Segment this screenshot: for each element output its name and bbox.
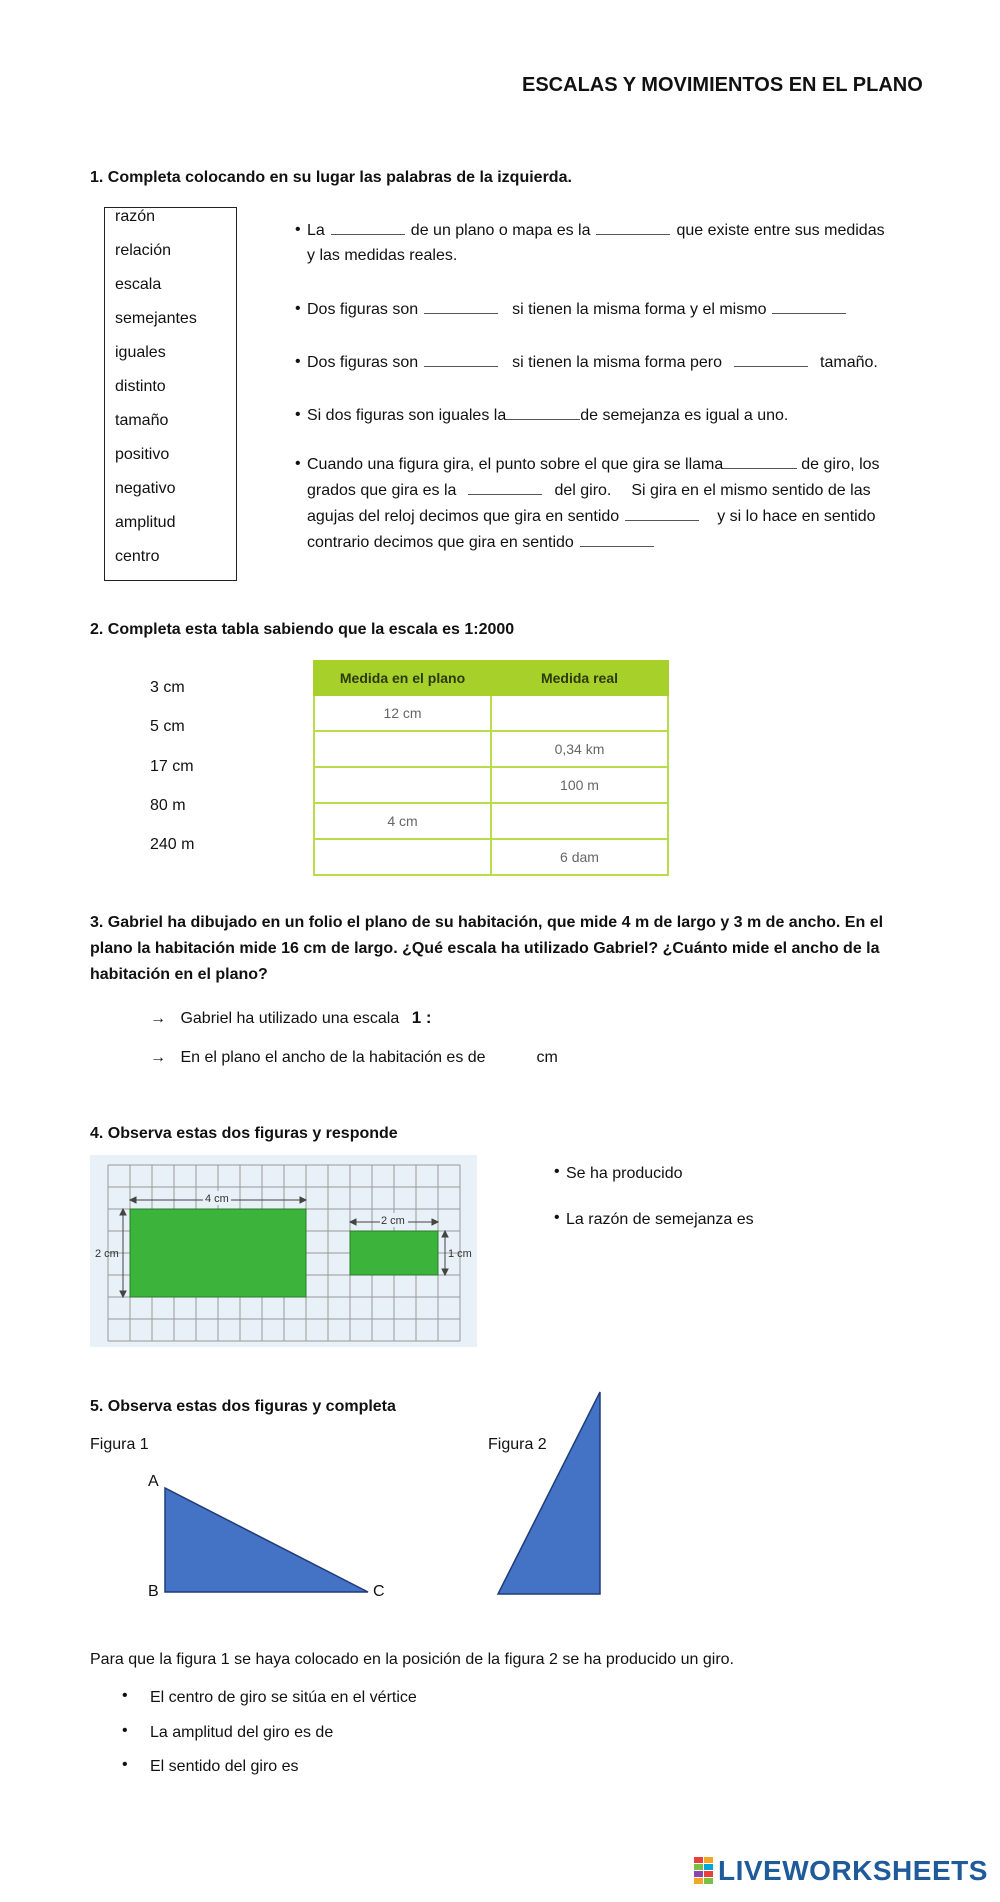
- figure-1-label: Figura 1: [90, 1436, 149, 1453]
- arrow-right-icon: →: [150, 1049, 166, 1066]
- word-item[interactable]: positivo: [115, 446, 170, 463]
- blank-field[interactable]: [596, 220, 670, 235]
- q5-bullet-2: [122, 1721, 398, 1743]
- q5-bullet-3: [122, 1755, 383, 1777]
- sentence-5-line2: [307, 480, 871, 501]
- figures-image: [90, 1155, 477, 1347]
- blank-field[interactable]: [424, 299, 498, 314]
- sentence-2: [307, 299, 852, 320]
- q3-line3: habitación en el plano?: [90, 966, 268, 983]
- q1-heading: 1. Completa colocando en su lugar las palabras de la izquierda.: [90, 169, 572, 186]
- big-rectangle: [130, 1209, 306, 1297]
- s5-text: del giro.: [554, 482, 612, 499]
- q5-b1-text: El centro de giro se sitúa en el vértice: [150, 1689, 417, 1706]
- table-row: [314, 767, 668, 803]
- sentence-4: [307, 405, 788, 426]
- bullet-icon: •: [122, 1756, 128, 1773]
- q4-b2-text: La razón de semejanza es: [566, 1211, 754, 1228]
- unit-cm: cm: [536, 1049, 558, 1066]
- word-item[interactable]: centro: [115, 548, 160, 565]
- q5-bullet-1: [122, 1686, 461, 1708]
- scale-answer-field[interactable]: [436, 1007, 496, 1023]
- table-row: [314, 839, 668, 875]
- word-bank: [104, 207, 237, 581]
- sentence-1: [307, 220, 885, 241]
- q3-a1-text: Gabriel ha utilizado una escala: [180, 1010, 400, 1027]
- q4-heading: 4. Observa estas dos figuras y responde: [90, 1125, 398, 1142]
- s4-text: de semejanza es igual a uno.: [580, 407, 789, 424]
- table-cell[interactable]: 6 dam: [491, 839, 668, 875]
- table-cell[interactable]: [491, 695, 668, 731]
- q5-b2-text: La amplitud del giro es de: [150, 1724, 334, 1741]
- blank-field[interactable]: [772, 299, 846, 314]
- scale-table: [313, 660, 669, 876]
- bullet-icon: •: [122, 1687, 128, 1704]
- q5-heading: 5. Observa estas dos figuras y completa: [90, 1398, 396, 1415]
- blank-field[interactable]: [424, 352, 498, 367]
- small-rectangle: [350, 1231, 438, 1275]
- liveworksheets-logo: [694, 1855, 988, 1887]
- s1-text: La: [307, 222, 325, 239]
- s3-text: Dos figuras son: [307, 354, 419, 371]
- table-cell[interactable]: 0,34 km: [491, 731, 668, 767]
- table-cell[interactable]: [491, 803, 668, 839]
- q5-b3-text: El sentido del giro es: [150, 1758, 299, 1775]
- table-cell[interactable]: 100 m: [491, 767, 668, 803]
- vertex-c: C: [373, 1583, 385, 1600]
- word-item[interactable]: tamaño: [115, 412, 169, 429]
- table-cell[interactable]: [314, 767, 491, 803]
- table-row: [314, 695, 668, 731]
- s1-text: de un plano o mapa es la: [410, 222, 591, 239]
- table-row: [314, 731, 668, 767]
- blank-field[interactable]: [625, 506, 699, 521]
- q3-answer-2: [150, 1046, 558, 1068]
- vertex-a: A: [148, 1473, 159, 1490]
- s5-text: agujas del reloj decimos que gira en sentido: [307, 508, 620, 525]
- table-cell[interactable]: [314, 731, 491, 767]
- s5-text: contrario decimos que gira en sentido: [307, 534, 574, 551]
- big-height-label: 2 cm: [95, 1248, 119, 1260]
- q3-a2-text: En el plano el ancho de la habitación es de: [180, 1049, 486, 1066]
- table-cell[interactable]: [314, 839, 491, 875]
- blank-field[interactable]: [580, 532, 654, 547]
- word-item[interactable]: negativo: [115, 480, 176, 497]
- blank-field[interactable]: [506, 405, 580, 420]
- s5-text: Si gira en el mismo sentido de las: [631, 482, 871, 499]
- q2-option[interactable]: 5 cm: [150, 718, 185, 735]
- sentence-5: [307, 454, 880, 475]
- q5-text: Para que la figura 1 se haya colocado en la posición de la figura 2 se ha producido un giro.: [90, 1651, 734, 1668]
- blank-field[interactable]: [468, 480, 542, 495]
- q4-answer-field[interactable]: [758, 1208, 848, 1224]
- q2-option[interactable]: 3 cm: [150, 679, 185, 696]
- big-width-label: 4 cm: [205, 1193, 229, 1205]
- table-cell[interactable]: 12 cm: [314, 695, 491, 731]
- s2-text: Dos figuras son: [307, 301, 419, 318]
- table-cell[interactable]: 4 cm: [314, 803, 491, 839]
- q4-answer-field[interactable]: [687, 1162, 827, 1178]
- q2-option[interactable]: 240 m: [150, 836, 195, 853]
- blank-field[interactable]: [331, 220, 405, 235]
- s5-text: grados que gira es la: [307, 482, 457, 499]
- word-item[interactable]: escala: [115, 276, 162, 293]
- q3-answer-1: [150, 1007, 496, 1029]
- q4-bullet-1: [566, 1162, 827, 1184]
- small-height-label: 1 cm: [448, 1248, 472, 1260]
- logo-text: LIVEWORKSHEETS: [718, 1855, 988, 1886]
- s2-text: si tienen la misma forma y el mismo: [512, 301, 767, 318]
- s5-text: y si lo hace en sentido: [717, 508, 876, 525]
- small-width-label: 2 cm: [381, 1215, 405, 1227]
- vertex-answer-field[interactable]: [421, 1686, 461, 1702]
- word-item[interactable]: distinto: [115, 378, 166, 395]
- similar-rectangles-diagram: [90, 1155, 477, 1347]
- s4-text: Si dos figuras son iguales la: [307, 407, 507, 424]
- logo-blocks-icon: [694, 1857, 714, 1885]
- q2-heading: 2. Completa esta tabla sabiendo que la escala es 1:2000: [90, 621, 515, 638]
- triangle-figure-2: [490, 1388, 610, 1598]
- sentence-5-line4: [307, 532, 660, 553]
- q2-option[interactable]: 17 cm: [150, 758, 194, 775]
- amplitude-answer-field[interactable]: [338, 1721, 398, 1737]
- q2-option[interactable]: 80 m: [150, 797, 186, 814]
- page-title: ESCALAS Y MOVIMIENTOS EN EL PLANO: [522, 74, 923, 96]
- table-row: [314, 803, 668, 839]
- col-header-real: Medida real: [491, 661, 668, 695]
- direction-answer-field[interactable]: [303, 1755, 383, 1771]
- sentence-3: [307, 352, 878, 373]
- s1-text: que existe entre sus medidas: [676, 222, 885, 239]
- word-item[interactable]: semejantes: [115, 310, 197, 327]
- q4-bullet-2: [566, 1208, 848, 1230]
- blank-field[interactable]: [734, 352, 808, 367]
- blank-field[interactable]: [723, 454, 797, 469]
- s5-text: Cuando una figura gira, el punto sobre el que gira se llama: [307, 456, 724, 473]
- s3-text: si tienen la misma forma pero: [512, 354, 723, 371]
- q4-b1-text: Se ha producido: [566, 1165, 683, 1182]
- width-answer-field[interactable]: [490, 1046, 532, 1062]
- q3-line1: 3. Gabriel ha dibujado en un folio el plano de su habitación, que mide 4 m de largo y 3 m de ancho. En el: [90, 914, 884, 931]
- sentence-1-cont: y las medidas reales.: [307, 247, 458, 264]
- scale-prefix: 1 :: [411, 1008, 432, 1027]
- word-item[interactable]: relación: [115, 242, 172, 259]
- s3-text: tamaño.: [820, 354, 878, 371]
- arrow-right-icon: →: [150, 1010, 166, 1027]
- rotated-triangle: [498, 1392, 600, 1594]
- sentence-5-line3: [307, 506, 876, 527]
- col-header-plano: Medida en el plano: [314, 661, 491, 695]
- s5-text: de giro, los: [801, 456, 880, 473]
- word-item[interactable]: iguales: [115, 344, 166, 361]
- q3-line2: plano la habitación mide 16 cm de largo. ¿Qué escala ha utilizado Gabriel? ¿Cuánto mide el ancho de la: [90, 940, 880, 957]
- figure-2-label: Figura 2: [488, 1436, 547, 1453]
- triangle-figure-1: [140, 1470, 400, 1600]
- vertex-b: B: [148, 1583, 159, 1600]
- word-item[interactable]: razón: [115, 208, 156, 225]
- bullet-icon: •: [122, 1722, 128, 1739]
- triangle-abc: [165, 1488, 368, 1592]
- word-item[interactable]: amplitud: [115, 514, 176, 531]
